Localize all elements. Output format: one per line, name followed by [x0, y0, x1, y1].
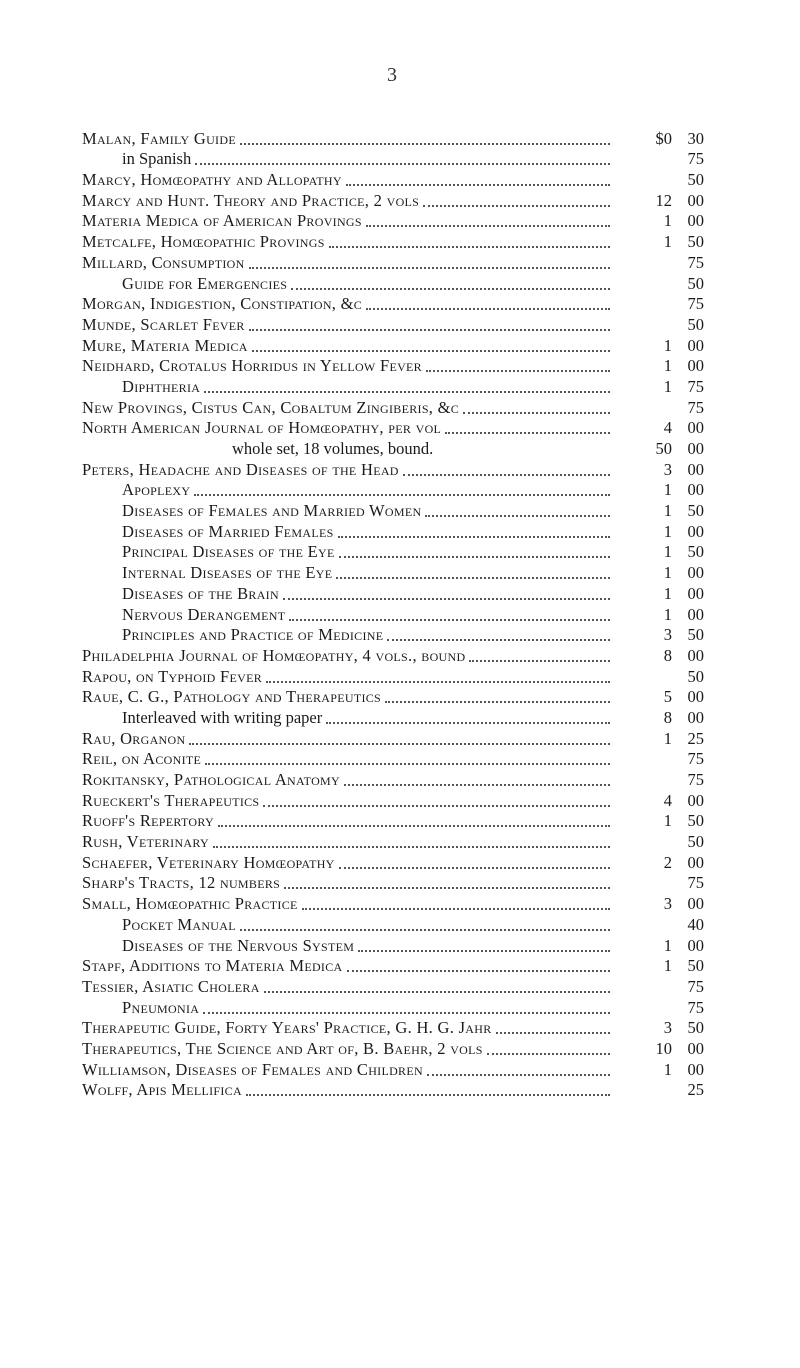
entry-price: [614, 956, 704, 976]
catalogue-entry: [82, 542, 704, 563]
dot-leader: [246, 1082, 610, 1096]
catalogue-entry: [82, 997, 704, 1018]
dot-leader: [425, 503, 610, 517]
price-dollars: 1: [663, 542, 672, 562]
entry-title: Diseases of Married Females: [122, 521, 334, 541]
entry-price: [614, 315, 704, 335]
dot-leader: [339, 544, 610, 558]
price-dollars: 5: [663, 687, 672, 707]
catalogue-entry: [82, 231, 704, 252]
dot-leader: [366, 213, 610, 227]
entry-price: [614, 708, 704, 728]
dot-leader: [289, 607, 610, 621]
catalogue-entry: [82, 1059, 704, 1080]
catalogue-entry: [82, 707, 704, 728]
price-dollars: [614, 1080, 672, 1100]
price-dollars: [614, 770, 672, 790]
entry-price: [614, 998, 704, 1018]
entry-title: Principal Diseases of the Eye: [122, 542, 335, 562]
entry-price: [614, 170, 704, 190]
price-dollars: 50: [655, 439, 672, 458]
price-dollars: 3: [663, 1018, 672, 1038]
entry-title: in Spanish: [122, 149, 192, 169]
dot-leader: [249, 317, 610, 331]
entry-title: Interleaved with writing paper: [122, 707, 323, 727]
entry-price: [614, 377, 704, 397]
dot-leader: [346, 172, 610, 186]
price-cents: 50: [687, 625, 704, 645]
catalogue-entry: [82, 625, 704, 646]
catalogue-entry: [82, 521, 704, 542]
catalogue-entry: [82, 873, 704, 894]
price-cents: 75: [687, 252, 704, 272]
entry-title: Pocket Manual: [122, 914, 236, 934]
price-dollars: [614, 170, 672, 190]
catalogue-entry: [82, 935, 704, 956]
entry-title: Schaefer, Veterinary Homœopathy: [82, 852, 335, 872]
price-cents: 25: [687, 728, 704, 748]
dot-leader: [366, 296, 610, 310]
catalogue-entry: [82, 397, 704, 418]
price-cents: 00: [687, 439, 704, 458]
price-cents: 00: [687, 563, 704, 583]
entry-title: Diseases of Females and Married Women: [122, 501, 422, 521]
catalogue-entry: [82, 1038, 704, 1059]
entry-price: [614, 336, 704, 356]
price-cents: 50: [687, 832, 704, 852]
price-dollars: [614, 274, 672, 294]
price-dollars: $0: [655, 128, 672, 148]
price-cents: 00: [687, 583, 704, 603]
catalogue-entry: [82, 645, 704, 666]
price-cents: 00: [687, 190, 704, 210]
catalogue-entry: [82, 914, 704, 935]
price-dollars: 10: [655, 1038, 672, 1058]
entry-price: [614, 977, 704, 997]
dot-leader: [437, 443, 610, 455]
entry-title: whole set, 18 volumes, bound.: [232, 439, 434, 458]
entry-price: [614, 1039, 704, 1059]
entry-price: [614, 294, 704, 314]
entry-title: Nervous Derangement: [122, 604, 286, 624]
price-cents: 50: [687, 314, 704, 334]
price-dollars: 1: [663, 935, 672, 955]
price-cents: 00: [687, 459, 704, 479]
entry-title: Munde, Scarlet Fever: [82, 314, 245, 334]
price-dollars: [614, 832, 672, 852]
dot-leader: [344, 772, 610, 786]
price-cents: 75: [687, 976, 704, 996]
price-cents: 00: [687, 356, 704, 376]
entry-price: [614, 625, 704, 645]
catalogue-entry: [82, 149, 704, 170]
dot-leader: [358, 938, 610, 952]
dot-leader: [387, 627, 610, 641]
catalogue-entry: [82, 128, 704, 149]
entry-price: [614, 832, 704, 852]
price-dollars: [614, 915, 672, 935]
entry-title: Williamson, Diseases of Females and Children: [82, 1059, 423, 1079]
entry-price: [614, 522, 704, 542]
entry-title: Wolff, Apis Mellifica: [82, 1080, 242, 1100]
catalogue-entry: [82, 459, 704, 480]
entry-price: [614, 232, 704, 252]
entry-title: Therapeutic Guide, Forty Years' Practice, G. H. G. Jahr: [82, 1018, 492, 1038]
entry-price: [614, 770, 704, 790]
price-cents: 00: [687, 1038, 704, 1058]
price-list: [82, 128, 704, 1100]
dot-leader: [203, 1000, 610, 1014]
dot-leader: [463, 400, 610, 414]
dot-leader: [194, 482, 610, 496]
entry-title: Principles and Practice of Medicine: [122, 625, 384, 645]
entry-price: [614, 646, 704, 666]
dot-leader: [291, 276, 610, 290]
entry-price: [614, 667, 704, 687]
entry-title: Sharp's Tracts, 12 numbers: [82, 873, 281, 893]
catalogue-entry: [82, 666, 704, 687]
catalogue-entry: [82, 976, 704, 997]
entry-title: Diphtheria: [122, 376, 201, 396]
dot-leader: [338, 524, 610, 538]
entry-price: [614, 563, 704, 583]
dot-leader: [445, 420, 610, 434]
dot-leader: [339, 855, 610, 869]
price-cents: 00: [687, 211, 704, 231]
entry-title: North American Journal of Homœopathy, per vol: [82, 418, 442, 438]
catalogue-entry: [82, 1018, 704, 1039]
dot-leader: [252, 338, 610, 352]
entry-price: [614, 1080, 704, 1100]
entry-title: Rapou, on Typhoid Fever: [82, 666, 263, 686]
catalogue-entry: [82, 831, 704, 852]
catalogue-entry: [82, 314, 704, 335]
price-cents: 50: [687, 170, 704, 190]
entry-title: Marcy and Hunt. Theory and Practice, 2 vols: [82, 190, 420, 210]
price-cents: 00: [687, 335, 704, 355]
entry-price: [614, 1060, 704, 1080]
entry-price: [614, 873, 704, 893]
price-dollars: 3: [663, 625, 672, 645]
catalogue-entry: [82, 956, 704, 977]
price-dollars: 1: [663, 211, 672, 231]
dot-leader: [487, 1041, 610, 1055]
price-dollars: [614, 149, 672, 169]
entry-title: Rush, Veterinary: [82, 832, 210, 852]
price-cents: 00: [687, 645, 704, 665]
dot-leader: [195, 151, 610, 165]
entry-title: Peters, Headache and Diseases of the Head: [82, 459, 399, 479]
price-dollars: 1: [663, 356, 672, 376]
dot-leader: [496, 1020, 610, 1034]
entry-price: [614, 687, 704, 707]
entry-price: [614, 356, 704, 376]
dot-leader: [218, 813, 610, 827]
entry-title: Apoplexy: [122, 480, 191, 500]
entry-title: Ruoff's Repertory: [82, 811, 214, 831]
price-dollars: 4: [663, 418, 672, 438]
price-cents: 00: [687, 790, 704, 810]
entry-price: [614, 915, 704, 935]
entry-price: [614, 542, 704, 562]
price-dollars: 1: [663, 811, 672, 831]
price-cents: 50: [687, 501, 704, 521]
price-dollars: 3: [663, 459, 672, 479]
entry-price: [614, 729, 704, 749]
price-cents: 50: [687, 666, 704, 686]
price-dollars: 1: [663, 956, 672, 976]
catalogue-entry: [82, 811, 704, 832]
price-dollars: [614, 253, 672, 273]
entry-title: Marcy, Homœopathy and Allopathy: [82, 170, 342, 190]
price-dollars: [614, 294, 672, 314]
price-dollars: 1: [663, 563, 672, 583]
entry-price: [614, 936, 704, 956]
price-dollars: 1: [663, 376, 672, 396]
price-cents: 00: [687, 480, 704, 500]
catalogue-entry: [82, 438, 704, 459]
entry-title: Rueckert's Therapeutics: [82, 790, 260, 810]
price-cents: 50: [687, 273, 704, 293]
price-dollars: [614, 749, 672, 769]
entry-title: Neidhard, Crotalus Horridus in Yellow Fever: [82, 356, 422, 376]
price-cents: 75: [687, 294, 704, 314]
price-dollars: 12: [655, 190, 672, 210]
dot-leader: [423, 193, 610, 207]
catalogue-entry: [82, 418, 704, 439]
dot-leader: [469, 648, 610, 662]
price-cents: 50: [687, 811, 704, 831]
price-cents: 75: [687, 997, 704, 1017]
price-cents: 00: [687, 604, 704, 624]
dot-leader: [263, 793, 610, 807]
entry-price: [614, 418, 704, 438]
entry-title: Pneumonia: [122, 997, 200, 1017]
entry-title: Internal Diseases of the Eye: [122, 563, 333, 583]
catalogue-entry: [82, 852, 704, 873]
entry-title: Tessier, Asiatic Cholera: [82, 976, 260, 996]
dot-leader: [249, 255, 610, 269]
entry-price: [614, 791, 704, 811]
price-dollars: [614, 667, 672, 687]
entry-price: [614, 584, 704, 604]
price-dollars: 1: [663, 521, 672, 541]
dot-leader: [240, 131, 610, 145]
price-dollars: 1: [663, 501, 672, 521]
price-cents: 50: [687, 1018, 704, 1038]
price-dollars: 3: [663, 894, 672, 914]
dot-leader: [302, 896, 610, 910]
catalogue-entry: [82, 500, 704, 521]
catalogue-entry: [82, 790, 704, 811]
entry-title: Reil, on Aconite: [82, 749, 202, 769]
dot-leader: [284, 875, 610, 889]
entry-title: Malan, Family Guide: [82, 128, 236, 148]
catalogue-entry: [82, 356, 704, 377]
price-cents: 00: [687, 894, 704, 914]
price-cents: 40: [687, 914, 704, 934]
price-cents: 00: [687, 1059, 704, 1079]
price-cents: 00: [687, 521, 704, 541]
dot-leader: [205, 751, 610, 765]
entry-title: Therapeutics, The Science and Art of, B. Baehr, 2 vols: [82, 1038, 483, 1058]
price-cents: 75: [687, 770, 704, 789]
entry-price: [614, 191, 704, 211]
entry-title: Metcalfe, Homœopathic Provings: [82, 232, 325, 252]
price-dollars: 1: [663, 335, 672, 355]
entry-title: Morgan, Indigestion, Constipation, &c: [82, 294, 363, 314]
dot-leader: [283, 586, 610, 600]
entry-title: Diseases of the Nervous System: [122, 935, 355, 955]
catalogue-entry: [82, 252, 704, 273]
price-cents: 50: [687, 542, 704, 562]
catalogue-entry: [82, 294, 704, 315]
catalogue-entry: [82, 893, 704, 914]
price-cents: 00: [687, 687, 704, 707]
entry-title: Mure, Materia Medica: [82, 335, 248, 355]
entry-price: [614, 460, 704, 480]
price-dollars: 8: [663, 645, 672, 665]
entry-price: [614, 274, 704, 294]
entry-price: [614, 480, 704, 500]
entry-price: [614, 149, 704, 169]
entry-title: Philadelphia Journal of Homœopathy, 4 vols., bound: [82, 645, 466, 665]
catalogue-entry: [82, 728, 704, 749]
price-dollars: 4: [663, 790, 672, 810]
entry-price: [614, 398, 704, 418]
price-dollars: 1: [663, 480, 672, 500]
price-dollars: 8: [663, 707, 672, 727]
price-cents: 75: [687, 397, 704, 417]
price-dollars: [614, 998, 672, 1018]
catalogue-entry: [82, 376, 704, 397]
dot-leader: [213, 834, 610, 848]
price-dollars: 2: [663, 852, 672, 872]
price-dollars: [614, 977, 672, 997]
price-cents: 00: [687, 852, 704, 872]
dot-leader: [329, 234, 610, 248]
catalogue-entry: [82, 583, 704, 604]
entry-title: Raue, C. G., Pathology and Therapeutics: [82, 687, 382, 707]
price-dollars: [614, 873, 672, 893]
price-dollars: [614, 315, 672, 335]
price-dollars: 1: [663, 728, 672, 748]
price-cents: 50: [687, 232, 704, 252]
price-cents: 75: [687, 873, 704, 893]
price-cents: 75: [687, 376, 704, 396]
price-cents: 00: [687, 935, 704, 955]
page-number: 3: [387, 64, 397, 86]
dot-leader: [204, 379, 610, 393]
price-cents: 75: [687, 749, 704, 769]
entry-price: [614, 253, 704, 273]
entry-price: [614, 1018, 704, 1038]
entry-price: [614, 439, 704, 459]
catalogue-entry: [82, 273, 704, 294]
entry-price: [614, 501, 704, 521]
entry-price: [614, 605, 704, 625]
price-cents: 00: [687, 418, 704, 438]
entry-title: Diseases of the Brain: [122, 583, 279, 603]
price-dollars: 1: [663, 583, 672, 603]
entry-title: Stapf, Additions to Materia Medica: [82, 956, 343, 976]
price-dollars: 1: [663, 1059, 672, 1079]
price-cents: 50: [687, 956, 704, 976]
entry-title: Small, Homœopathic Practice: [82, 894, 298, 914]
dot-leader: [347, 958, 611, 972]
dot-leader: [326, 710, 610, 724]
price-cents: 00: [687, 707, 704, 727]
catalogue-entry: [82, 749, 704, 770]
entry-title: New Provings, Cistus Can, Cobaltum Zingiberis, &c: [82, 397, 460, 417]
dot-leader: [385, 689, 610, 703]
dot-leader: [240, 917, 610, 931]
dot-leader: [189, 731, 610, 745]
catalogue-entry: [82, 190, 704, 211]
entry-title: Materia Medica of American Provings: [82, 211, 362, 231]
catalogue-entry: [82, 604, 704, 625]
price-cents: 25: [687, 1080, 704, 1100]
entry-price: [614, 811, 704, 831]
entry-price: [614, 129, 704, 149]
entry-title: Rokitansky, Pathological Anatomy: [82, 770, 340, 789]
catalogue-entry: [82, 335, 704, 356]
entry-title: Guide for Emergencies: [122, 273, 288, 293]
dot-leader: [427, 1062, 610, 1076]
catalogue-entry: [82, 769, 704, 790]
catalogue-entry: [82, 1080, 704, 1101]
dot-leader: [403, 462, 610, 476]
catalogue-entry: [82, 562, 704, 583]
entry-price: [614, 749, 704, 769]
catalogue-entry: [82, 211, 704, 232]
entry-price: [614, 211, 704, 231]
entry-title: Millard, Consumption: [82, 252, 245, 272]
price-cents: 75: [687, 149, 704, 169]
price-dollars: 1: [663, 232, 672, 252]
price-dollars: [614, 398, 672, 418]
price-cents: 30: [687, 128, 704, 148]
entry-price: [614, 894, 704, 914]
dot-leader: [266, 669, 610, 683]
catalogue-entry: [82, 687, 704, 708]
dot-leader: [426, 358, 610, 372]
entry-title: Rau, Organon: [82, 728, 186, 748]
price-dollars: 1: [663, 604, 672, 624]
dot-leader: [336, 565, 610, 579]
dot-leader: [264, 979, 610, 993]
catalogue-entry: [82, 480, 704, 501]
entry-price: [614, 853, 704, 873]
catalogue-entry: [82, 169, 704, 190]
